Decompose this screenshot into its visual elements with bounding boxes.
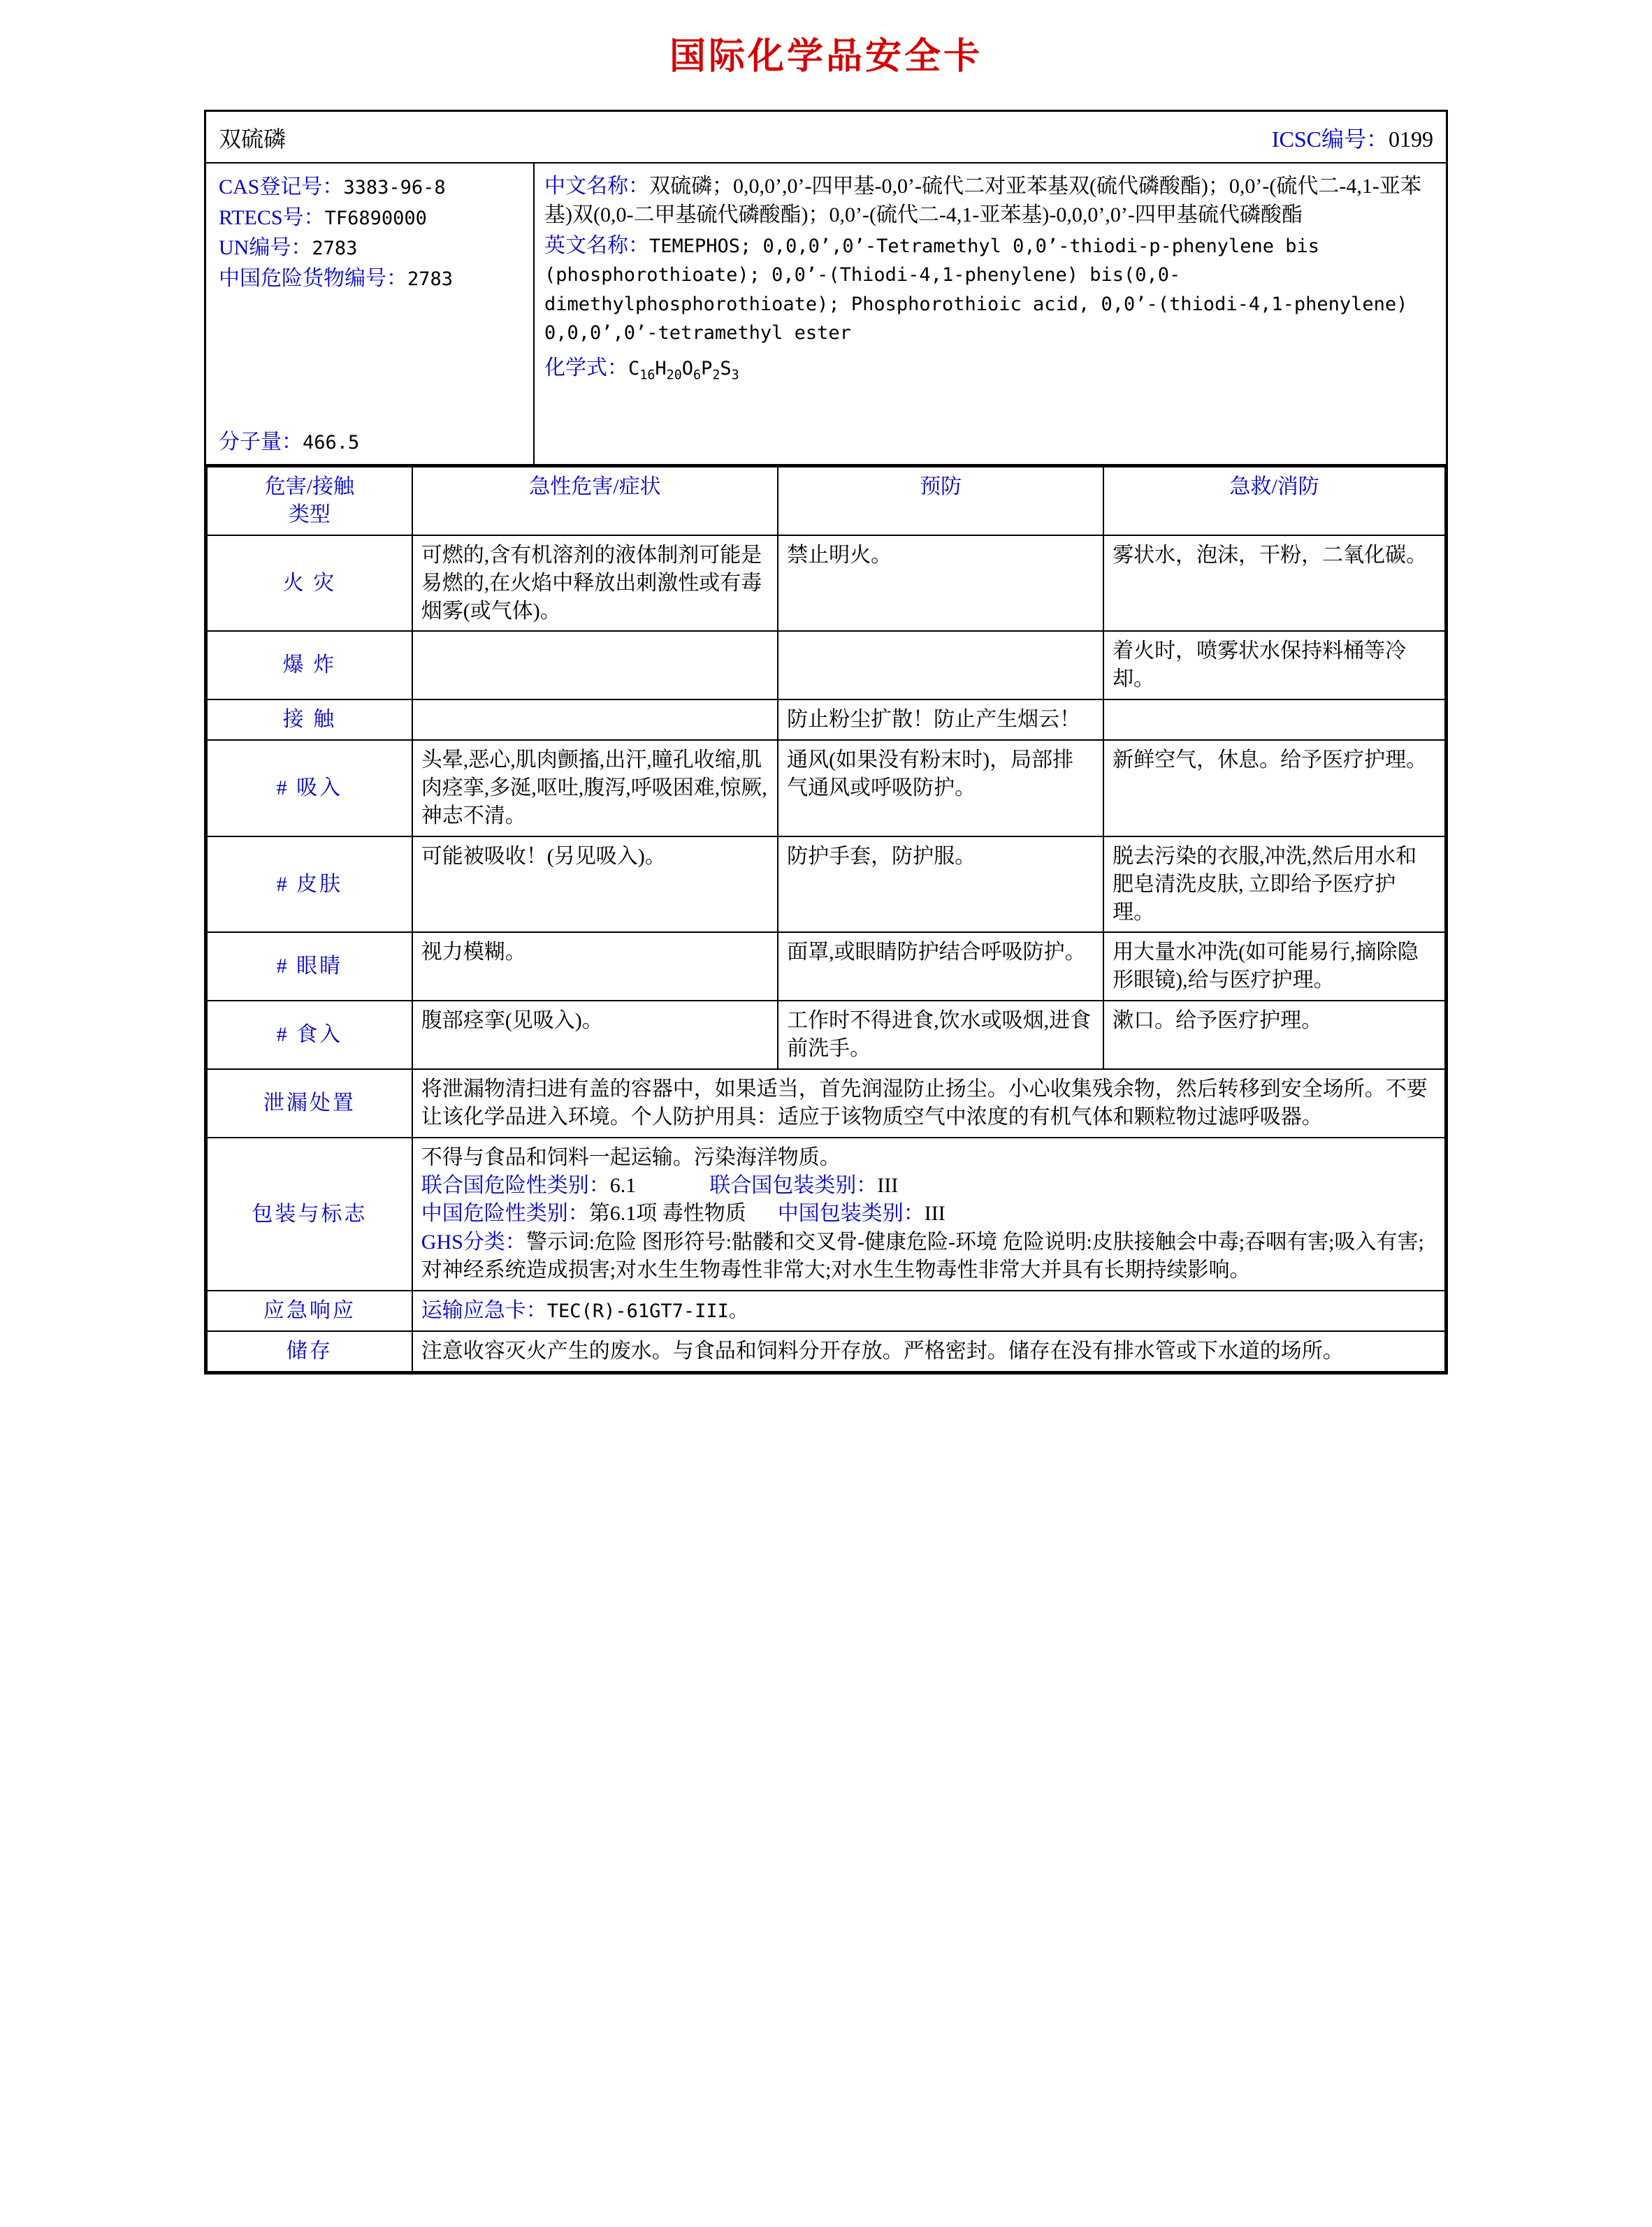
cell-eyes-prevention: 面罩,或眼睛防护结合呼吸防护。 [778, 932, 1103, 1001]
cell-explosion-hazard [412, 631, 778, 699]
un-value: 2783 [312, 238, 358, 259]
cell-exposure-prevention: 防止粉尘扩散！防止产生烟云！ [778, 699, 1103, 740]
row-label-fire: 火 灾 [207, 535, 412, 632]
column-header-hazard-type-line2: 类型 [288, 502, 331, 526]
cell-eyes-firstaid: 用大量水冲洗(如可能易行,摘除隐形眼镜),给与医疗护理。 [1103, 932, 1445, 1001]
formula-label: 化学式： [544, 356, 628, 380]
cell-spill-text: 将泄漏物清扫进有盖的容器中，如果适当，首先润湿防止扬尘。小心收集残余物，然后转移到安全场所。不要让该化学品进入环境。个人防护用具：适应于该物质空气中浓度的有机气体和颗粒物过滤呼吸器。 [412, 1069, 1445, 1138]
tec-label: 运输应急卡： [421, 1299, 547, 1323]
un-hazard-class-label: 联合国危险性类别： [421, 1173, 610, 1197]
cn-hazard-class-label: 中国危险性类别： [421, 1201, 589, 1225]
row-label-skin: # 皮肤 [207, 836, 412, 933]
english-name-label: 英文名称： [544, 233, 649, 257]
cell-inhalation-prevention: 通风(如果没有粉末时)，局部排气通风或呼吸防护。 [778, 740, 1103, 836]
cas-row [219, 172, 526, 203]
cell-emergency [412, 1291, 1445, 1331]
page [0, 27, 1652, 1416]
cell-storage-text: 注意收容灭火产生的废水。与食品和饲料分开存放。严格密封。储存在没有排水管或下水道的场所。 [412, 1331, 1445, 1372]
cell-fire-prevention: 禁止明火。 [778, 535, 1103, 632]
packaging-line-un [421, 1172, 1436, 1200]
cell-ingestion-hazard: 腹部痉挛(见吸入)。 [412, 1001, 778, 1069]
bottom-spacer [0, 1374, 1652, 1416]
row-label-exposure: 接 触 [207, 699, 412, 740]
cas-label: CAS登记号： [219, 175, 344, 198]
row-label-packaging: 包装与标志 [207, 1138, 412, 1291]
cell-exposure-hazard [412, 699, 778, 740]
card-header [206, 112, 1446, 164]
ghs-value: 警示词:危险 图形符号:骷髅和交叉骨-健康危险-环境 危险说明:皮肤接触会中毒;吞咽有害;吸入有害;对神经系统造成损害;对水生生物毒性非常大;对水生生物毒性非常大并具有长期持续影响。 [421, 1231, 1424, 1282]
table-row-storage [207, 1331, 1445, 1372]
table-row-spill [207, 1069, 1445, 1138]
column-header-first-aid: 急救/消防 [1103, 467, 1445, 535]
cell-explosion-firstaid: 着火时，喷雾状水保持料桶等冷却。 [1103, 631, 1445, 699]
icsc-number-block [1272, 122, 1433, 154]
mw-value: 466.5 [303, 431, 360, 454]
cn-dangerous-value: 2783 [407, 268, 454, 290]
table-row [207, 740, 1445, 836]
cell-inhalation-hazard: 头晕,恶心,肌肉颤搐,出汗,瞳孔收缩,肌肉痉挛,多涎,呕吐,腹泻,呼吸困难,惊厥,神志不清。 [412, 740, 778, 836]
cell-ingestion-prevention: 工作时不得进食,饮水或吸烟,进食前洗手。 [778, 1001, 1103, 1069]
un-packing-group-label: 联合国包装类别： [709, 1173, 878, 1197]
table-row [207, 932, 1445, 1001]
formula-value: $C_{16}H_{20}O_6P_2S_3$ [628, 358, 739, 383]
table-row-emergency [207, 1291, 1445, 1331]
cell-exposure-firstaid [1103, 699, 1445, 740]
identifier-list [206, 164, 535, 464]
cell-skin-hazard: 可能被吸收！(另见吸入)。 [412, 836, 778, 933]
column-header-prevention: 预防 [778, 467, 1103, 535]
table-row [207, 836, 1445, 933]
hazards-table [206, 466, 1446, 1372]
column-header-hazard-type [207, 467, 412, 535]
cell-explosion-prevention [778, 631, 1103, 699]
cell-eyes-hazard: 视力模糊。 [412, 932, 778, 1001]
tec-value: TEC(R)-61GT7-III。 [546, 1300, 748, 1323]
cell-fire-firstaid: 雾状水，泡沫，干粉，二氧化碳。 [1103, 535, 1445, 632]
cn-dangerous-label: 中国危险货物编号： [219, 266, 407, 290]
identification-block [206, 164, 1446, 466]
icsc-card [204, 110, 1448, 1374]
cn-packing-group-label: 中国包装类别： [777, 1201, 925, 1225]
substance-name: 双硫磷 [219, 126, 287, 152]
cell-skin-firstaid: 脱去污染的衣服,冲洗,然后用水和肥皂清洗皮肤, 立即给予医疗护理。 [1103, 836, 1445, 933]
ghs-label: GHS分类： [421, 1231, 526, 1254]
table-row [207, 631, 1445, 699]
row-label-storage: 储存 [207, 1331, 412, 1372]
packaging-line-cn [421, 1200, 1436, 1228]
table-row [207, 535, 1445, 632]
un-label: UN编号： [219, 236, 312, 259]
cn-dangerous-row [219, 263, 526, 294]
chinese-name-label: 中文名称： [544, 175, 649, 198]
cell-fire-hazard: 可燃的,含有机溶剂的液体制剂可能是易燃的,在火焰中释放出刺激性或有毒烟雾(或气体)。 [412, 535, 778, 632]
mw-label: 分子量： [219, 430, 303, 454]
cell-packaging [412, 1138, 1445, 1291]
cas-value: 3383-96-8 [343, 177, 446, 198]
row-label-explosion: 爆 炸 [207, 631, 412, 699]
icsc-value: 0199 [1389, 126, 1433, 152]
row-label-emergency: 应急响应 [207, 1291, 412, 1331]
row-label-spill: 泄漏处置 [207, 1069, 412, 1138]
un-hazard-class-value: 6.1 [609, 1173, 637, 1197]
column-header-hazard-type-line1: 危害/接触 [264, 475, 355, 498]
molecular-weight-row [219, 427, 359, 458]
table-row [207, 699, 1445, 740]
row-label-ingestion: # 食入 [207, 1001, 412, 1069]
rtecs-row [219, 203, 526, 233]
row-label-eyes: # 眼睛 [207, 932, 412, 1001]
rtecs-label: RTECS号： [219, 205, 325, 229]
packaging-line-transport: 不得与食品和饲料一起运输。污染海洋物质。 [421, 1145, 841, 1169]
table-row-packaging [207, 1138, 1445, 1291]
table-header-row [207, 467, 1445, 535]
un-packing-group-value: III [877, 1173, 899, 1197]
cn-hazard-class-value: 第6.1项 毒性物质 [588, 1201, 746, 1225]
rtecs-value: TF6890000 [324, 207, 427, 229]
cn-packing-group-value: III [924, 1201, 945, 1225]
cell-inhalation-firstaid: 新鲜空气，休息。给予医疗护理。 [1103, 740, 1445, 836]
packaging-line-ghs [421, 1228, 1436, 1284]
table-row [207, 1001, 1445, 1069]
chinese-name-value: 双硫磷；0,0,0’,0’-四甲基-0,0’-硫代二对亚苯基双(硫代磷酸酯)；0,0’-(硫代二-4,1-亚苯基)双(0,0-二甲基硫代磷酸酯)；0,0’-(硫代二-4,1-亚苯基)-0,0,0’,0’-四甲基硫代磷酸酯 [544, 175, 1421, 227]
icsc-label: ICSC编号： [1271, 126, 1389, 152]
cell-skin-prevention: 防护手套，防护服。 [778, 836, 1103, 933]
formula-row [544, 354, 1436, 384]
un-row [219, 233, 526, 263]
names-block [535, 164, 1446, 464]
chinese-name-row [544, 172, 1436, 230]
page-title: 国际化学品安全卡 [669, 36, 983, 78]
cell-ingestion-firstaid: 漱口。给予医疗护理。 [1103, 1001, 1445, 1069]
english-name-row [544, 231, 1436, 347]
column-header-acute-hazards: 急性危害/症状 [412, 467, 778, 535]
english-name-value: TEMEPHOS; 0,0,0’,0’-Tetramethyl 0,0’-thiodi-p-phenylene bis (phosphorothioate); 0,0’-(Thiodi-4,1-phenylene) bis(0,0-dimethylphosphorothioate); Phosphorothioic acid, 0,0’-(thiodi-4,1-phenylene) 0,0,0’,0’-tetramethyl ester [544, 235, 1408, 344]
row-label-inhalation: # 吸入 [207, 740, 412, 836]
